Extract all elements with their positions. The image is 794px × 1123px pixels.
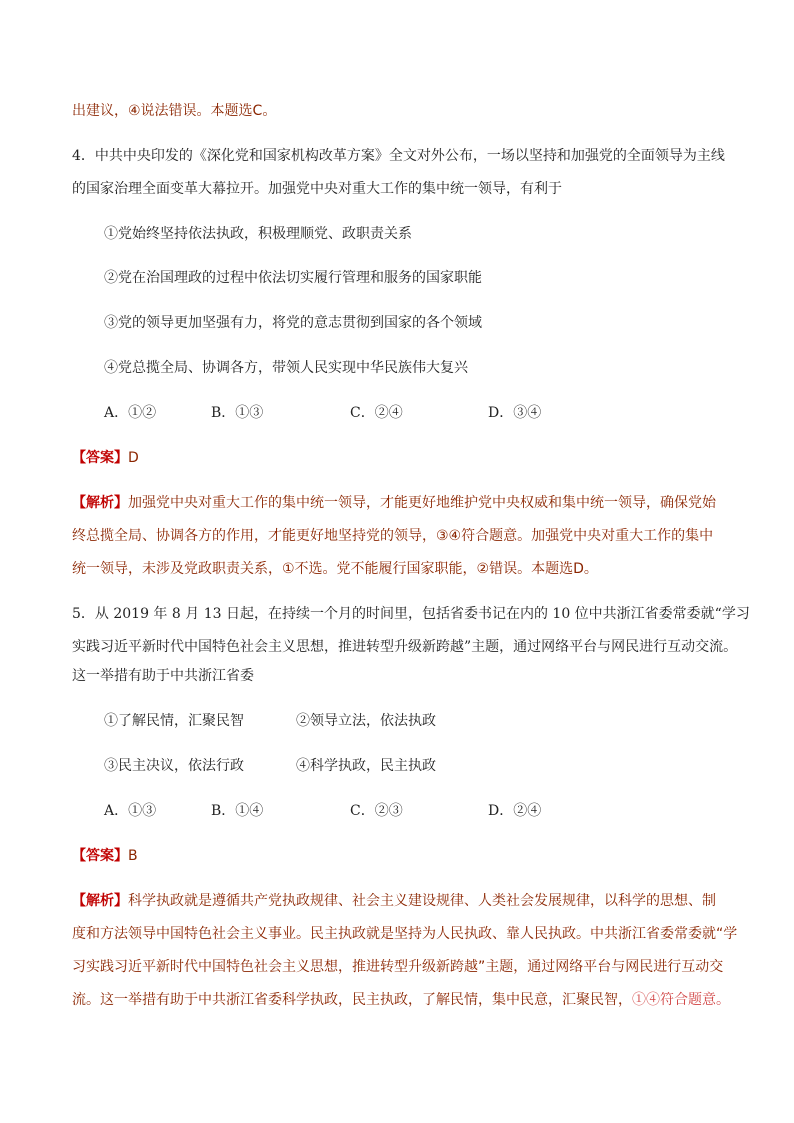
- q5-stem-line-3: 这一举措有助于中共浙江省委: [72, 668, 254, 684]
- q5-analysis-line-2: 度和方法领导中国特色社会主义事业。民主执政就是坚持为人民执政、靠人民执政。中共浙江省委常委就“学: [72, 926, 738, 942]
- q5-stem-line-2: 实践习近平新时代中国特色社会主义思想，推进转型升级新跨越”主题，通过网络平台与网民进行互动交流。: [72, 639, 738, 655]
- q4-option-d: D．③④: [488, 405, 542, 421]
- q4-answer-value: D: [128, 450, 139, 466]
- q5-analysis-text-4: 流。这一举措有助于中共浙江省委科学执政，民主执政，了解民情，集中民意，汇聚民智，: [72, 992, 632, 1008]
- q5-answer-tag: 【答案】: [72, 848, 128, 864]
- q5-option-b: B．①④: [211, 803, 264, 819]
- q5-answer-value: B: [128, 848, 138, 864]
- q4-option-a: A．①②: [104, 405, 157, 421]
- q5-item-1: ①了解民情，汇聚民智: [104, 713, 244, 729]
- q4-item-3: ③党的领导更加坚强有力，将党的意志贯彻到国家的各个领域: [104, 315, 482, 331]
- q5-analysis-line-3: 习实践习近平新时代中国特色社会主义思想，推进转型升级新跨越”主题，通过网络平台与网民进行互动交: [72, 959, 724, 975]
- q4-option-b: B．①③: [211, 405, 264, 421]
- q5-analysis-text-1: 科学执政就是遵循共产党执政规律、社会主义建设规律、人类社会发展规律，以科学的思想、制: [128, 893, 716, 909]
- q4-analysis-line-3: 统一领导，未涉及党政职责关系，①不选。党不能履行国家职能，②错误。本题选D。: [72, 561, 598, 577]
- q4-item-4: ④党总揽全局、协调各方，带领人民实现中华民族伟大复兴: [104, 360, 468, 376]
- q4-option-c: C．②④: [350, 405, 403, 421]
- q5-analysis-line-4: [72, 990, 730, 1010]
- q4-item-2: ②党在治国理政的过程中依法切实履行管理和服务的国家职能: [104, 270, 482, 286]
- q4-analysis-line-1: [72, 493, 716, 513]
- q5-stem-line-1: 5．从 2019 年 8 月 13 日起，在持续一个月的时间里，包括省委书记在内的 10 位中共浙江省委常委就“学习: [72, 606, 750, 622]
- q5-option-c: C．②③: [350, 803, 403, 819]
- q4-answer-tag: 【答案】: [72, 450, 128, 466]
- q5-item-4: ④科学执政，民主执政: [296, 758, 436, 774]
- q4-stem-line-2: 的国家治理全面变革大幕拉开。加强党中央对重大工作的集中统一领导，有利于: [72, 181, 562, 197]
- q4-analysis-line-2: 终总揽全局、协调各方的作用，才能更好地坚持党的领导，③④符合题意。加强党中央对重大工作的集中: [72, 528, 714, 544]
- q4-analysis-tag: 【解析】: [72, 495, 128, 511]
- q4-stem-line-1: 4．中共中央印发的《深化党和国家机构改革方案》全文对外公布，一场以坚持和加强党的全面领导为主线: [72, 148, 725, 164]
- q4-analysis-text-1: 加强党中央对重大工作的集中统一领导，才能更好地维护党中央权威和集中统一领导，确保党始: [128, 495, 716, 511]
- q5-option-d: D．②④: [488, 803, 542, 819]
- q5-answer: [72, 846, 138, 866]
- q4-answer: [72, 448, 139, 468]
- q4-item-1: ①党始终坚持依法执政，积极理顺党、政职责关系: [104, 226, 412, 242]
- q5-item-2: ②领导立法，依法执政: [296, 713, 436, 729]
- q5-item-3: ③民主决议，依法行政: [104, 758, 244, 774]
- q5-option-a: A．①③: [104, 803, 157, 819]
- q5-analysis-conclusion: ①④符合题意。: [632, 992, 730, 1008]
- q5-analysis-line-1: [72, 891, 716, 911]
- q5-analysis-tag: 【解析】: [72, 893, 128, 909]
- previous-analysis-tail: 出建议，④说法错误。本题选C。: [72, 103, 277, 119]
